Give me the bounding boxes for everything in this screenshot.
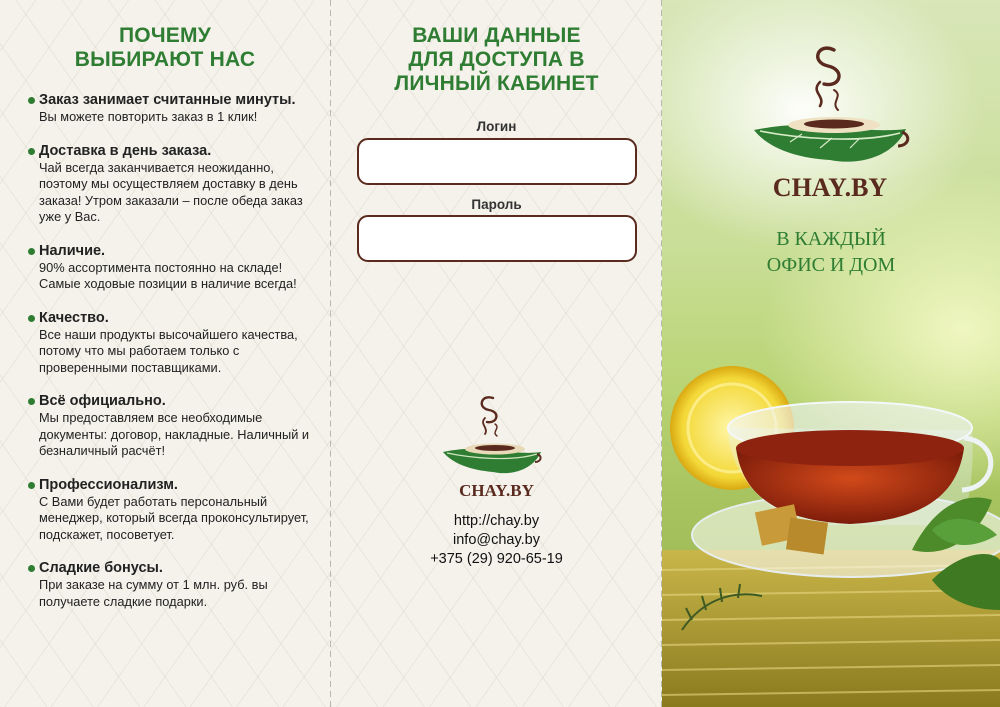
logo-text: CHAY.BY bbox=[459, 481, 534, 500]
benefit-text: Вы можете повторить заказ в 1 клик! bbox=[39, 109, 258, 124]
bullet-dot-icon bbox=[28, 248, 35, 255]
heading-line-2: ВЫБИРАЮТ НАС bbox=[74, 48, 256, 71]
phone-number[interactable]: +375 (29) 920-65-19 bbox=[430, 551, 563, 567]
login-label: Логин bbox=[476, 119, 517, 134]
benefit-item bbox=[28, 243, 318, 293]
why-choose-us-panel bbox=[0, 0, 330, 707]
cover-panel bbox=[662, 0, 1000, 707]
website-link[interactable]: http://chay.by bbox=[453, 513, 540, 529]
benefit-text: Все наши продукты высочайшего качества, потому что мы работаем только с проверенными поставщиками. bbox=[39, 326, 298, 375]
benefit-text: При заказе на сумму от 1 млн. руб. вы получаете сладкие подарки. bbox=[39, 577, 268, 609]
benefit-title: Профессионализм. bbox=[39, 476, 178, 493]
bullet-dot-icon bbox=[28, 565, 35, 572]
email-link[interactable]: info@chay.by bbox=[453, 532, 540, 548]
benefit-item bbox=[28, 560, 318, 610]
bullet-dot-icon bbox=[28, 398, 35, 405]
benefit-title: Доставка в день заказа. bbox=[39, 142, 212, 159]
bullet-dot-icon bbox=[28, 97, 35, 104]
heading-line-2: ДЛЯ ДОСТУПА В bbox=[408, 48, 585, 71]
tea-cup-photo bbox=[662, 320, 1000, 707]
logo-text: CHAY.BY bbox=[772, 173, 888, 202]
tagline bbox=[662, 226, 1000, 278]
benefit-text: 90% ассортимента постоянно на складе! Самые ходовые позиции в наличие всегда! bbox=[39, 259, 297, 291]
benefit-item bbox=[28, 92, 318, 126]
benefit-item bbox=[28, 310, 318, 377]
benefit-title: Сладкие бонусы. bbox=[39, 560, 163, 576]
benefit-item bbox=[28, 393, 318, 460]
benefit-item bbox=[28, 143, 318, 226]
benefit-text: С Вами будет работать персональный менеджер, который всегда проконсультирует, подскажет, посоветует. bbox=[39, 493, 309, 542]
benefit-item bbox=[28, 477, 318, 544]
account-access-panel bbox=[331, 0, 662, 707]
password-label: Пароль bbox=[471, 197, 522, 212]
heading-line-3: ЛИЧНЫЙ КАБИНЕТ bbox=[394, 72, 599, 95]
heading-line-1: ПОЧЕМУ bbox=[119, 24, 211, 47]
login-field[interactable] bbox=[357, 138, 637, 185]
tea-cup-leaf-logo-icon bbox=[750, 38, 910, 213]
bullet-dot-icon bbox=[28, 482, 35, 489]
benefit-text: Чай всегда заканчивается неожиданно, поэтому мы осуществляем доставку в день заказа! Утром заказали – после обеда заказ уже у Вас. bbox=[39, 159, 303, 224]
benefit-title: Качество. bbox=[39, 309, 109, 326]
benefit-text: Мы предоставляем все необходимые документы: договор, накладные. Наличный и безналичный расчёт! bbox=[39, 410, 310, 458]
tagline-line-2: ОФИС И ДОМ bbox=[766, 254, 896, 276]
bullet-dot-icon bbox=[28, 315, 35, 322]
account-access-heading bbox=[331, 24, 662, 96]
benefit-title: Всё официально. bbox=[39, 393, 166, 409]
why-choose-us-heading bbox=[0, 24, 330, 72]
bullet-dot-icon bbox=[28, 148, 35, 155]
benefits-list bbox=[28, 92, 318, 627]
contacts-block bbox=[331, 512, 662, 569]
heading-line-1: ВАШИ ДАННЫЕ bbox=[412, 24, 581, 47]
benefit-title: Наличие. bbox=[39, 242, 106, 259]
benefit-title: Заказ занимает считанные минуты. bbox=[39, 92, 296, 108]
password-field[interactable] bbox=[357, 215, 637, 262]
tagline-line-1: В КАЖДЫЙ bbox=[776, 228, 886, 250]
